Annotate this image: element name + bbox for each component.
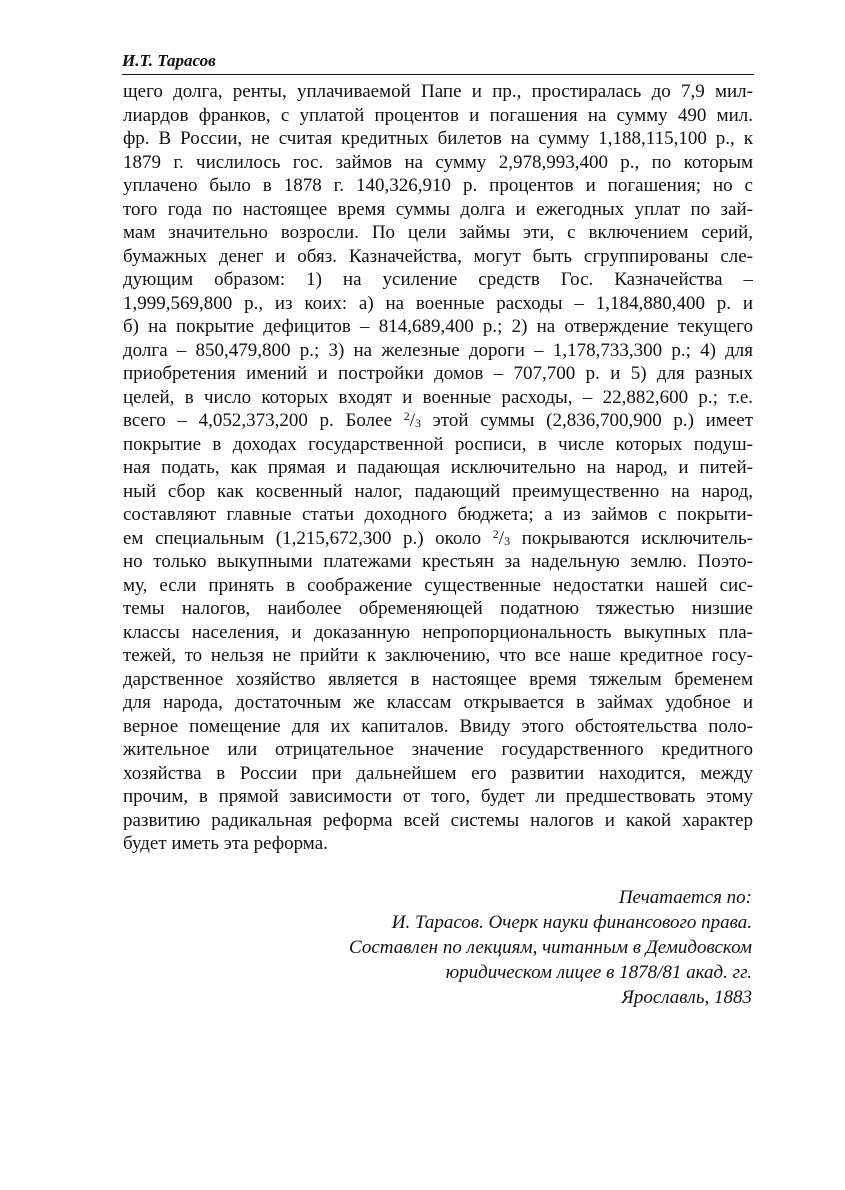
text-line: б) на покрытие дефицитов – 814,689,400 р.; 2) на отверждение текущего xyxy=(123,316,753,337)
text-line: ная подать, как прямая и падающая исключительно на народ, и питей- xyxy=(123,457,753,478)
source-line: Ярославль, 1883 xyxy=(621,987,752,1008)
text-line: развитию радикальная реформа всей системы налогов и какой характер xyxy=(123,809,753,831)
text-line: того года по настоящее время суммы долга и ежегодных уплат по зай- xyxy=(123,198,753,220)
text-line: тежей, то нельзя не прийти к заключению, что все наше кредитное госу- xyxy=(123,645,753,666)
text-line: целей, в число которых входят и военные расходы, – 22,882,600 р.; т.е. xyxy=(123,386,753,408)
source-line: юридическом лицее в 1878/81 акад. гг. xyxy=(445,962,752,983)
text-line: уплачено было в 1878 г. 140,326,910 р. процентов и погашения; но с xyxy=(123,175,753,196)
text-segment: покрываются исключитель- xyxy=(510,527,753,549)
text-line: прочим, в прямой зависимости от того, будет ли предшествовать этому xyxy=(123,786,753,807)
text-line: лиардов франков, с уплатой процентов и погашения на сумму 490 мил. xyxy=(123,104,753,126)
text-line: классы населения, и доказанную непропорциональность выкупных пла- xyxy=(123,621,753,643)
source-line: И. Тарасов. Очерк науки финансового права. xyxy=(391,912,752,933)
fraction-numerator: 2 xyxy=(492,526,499,541)
text-segment: ем специальным (1,215,672,300 р.) около xyxy=(123,527,493,549)
text-line: составляют главные статьи доходного бюджета; а из займов с покрыти- xyxy=(123,504,753,525)
text-line: верное помещение для их капиталов. Ввиду этого обстоятельства поло- xyxy=(123,715,753,737)
text-line: ный сбор как косвенный налог, падающий преимущественно на народ, xyxy=(123,480,753,502)
text-line: но только выкупными платежами крестьян за надельную землю. Поэто- xyxy=(123,551,753,572)
text-line: приобретения имений и постройки домов – 707,700 р. и 5) для разных xyxy=(123,363,753,384)
text-line: темы налогов, наиболее обременяющей податною тяжестью низшие xyxy=(123,598,753,619)
text-line: дарственное хозяйство является в настоящее время тяжелым бременем xyxy=(123,668,753,690)
text-segment: этой суммы (2,836,700,900 р.) имеет xyxy=(420,410,753,431)
fraction-two-thirds: $^2/_3$ xyxy=(492,526,511,549)
text-line-last: будет иметь эта реформа. xyxy=(123,833,328,854)
text-segment: всего – 4,052,373,200 р. Более xyxy=(123,410,404,431)
text-line: дующим образом: 1) на усиление средств Гос. Казначейства – xyxy=(123,269,753,290)
fraction-denominator: 3 xyxy=(414,416,421,430)
running-head-author: И.Т. Тарасов xyxy=(122,51,216,70)
text-line: для народа, достаточным же классам открывается в займах удобное и xyxy=(123,692,753,713)
text-line: хозяйства в России при дальнейшем его развитии находится, между xyxy=(123,762,753,784)
source-line: Составлен по лекциям, читанным в Демидовском xyxy=(349,937,752,958)
fraction-two-thirds: $^2/_3$ xyxy=(403,409,421,431)
text-line: жительное или отрицательное значение государственного кредитного xyxy=(123,739,753,760)
text-line: покрытие в доходах государственной росписи, в числе которых подуш- xyxy=(123,433,753,455)
text-line: бумажных денег и обяз. Казначейства, могут быть сгруппированы сле- xyxy=(123,245,753,267)
text-line: фр. В России, не считая кредитных билетов на сумму 1,188,115,100 р., к xyxy=(123,128,753,149)
text-line-with-fraction xyxy=(123,409,753,433)
text-line: долга – 850,479,800 р.; 3) на железные дороги – 1,178,733,300 р.; 4) для xyxy=(123,339,753,361)
fraction-numerator: 2 xyxy=(403,409,410,423)
text-line: 1,999,569,800 р., из коих: а) на военные расходы – 1,184,880,400 р. и xyxy=(123,292,753,314)
text-line: му, если принять в соображение существенные недостатки нашей сис- xyxy=(123,574,753,596)
source-line: Печатается по: xyxy=(618,887,752,908)
text-line: мам значительно возросли. По цели займы эти, с включением серий, xyxy=(123,222,753,243)
source-citation xyxy=(349,885,752,1010)
text-line-with-fraction xyxy=(123,527,753,551)
running-head xyxy=(122,50,754,75)
body-text xyxy=(123,80,753,856)
text-line: 1879 г. числилось гос. займов на сумму 2,978,993,400 р., по которым xyxy=(123,151,753,173)
fraction-denominator: 3 xyxy=(504,533,511,548)
text-line: щего долга, ренты, уплачиваемой Папе и пр., простиралась до 7,9 мил- xyxy=(123,81,753,102)
